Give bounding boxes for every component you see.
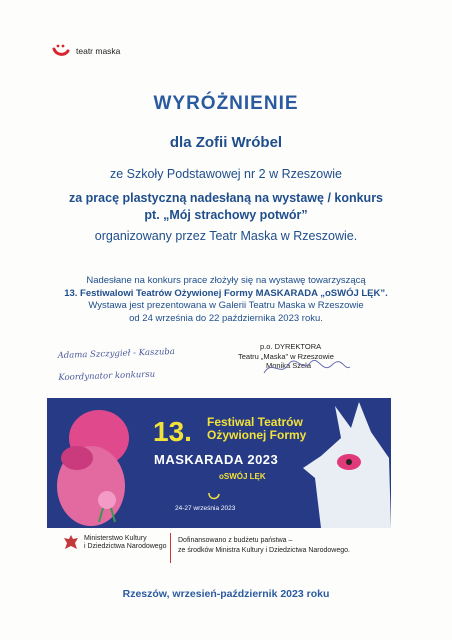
reason-line-1: za pracę plastyczną nadesłaną na wystawę / konkurs xyxy=(68,191,384,205)
festival-title: MASKARADA 2023 xyxy=(154,452,279,467)
festival-dates: 24-27 września 2023 xyxy=(175,505,236,512)
festival-name-line-1: Festiwal Teatrów xyxy=(207,415,303,429)
coordinator-role: Koordynator konkursu xyxy=(58,369,156,384)
funding-note xyxy=(178,536,350,556)
note-line-4: od 24 września do 22 października 2023 roku. xyxy=(129,312,323,324)
ministry-logo xyxy=(63,533,166,553)
teatr-maska-logo xyxy=(50,40,120,62)
director-name: Monika Szela xyxy=(266,361,312,370)
place-and-date: Rzeszów, wrzesień-październik 2023 roku xyxy=(122,588,330,600)
director-signature-scribble xyxy=(262,355,352,381)
festival-banner xyxy=(47,398,391,528)
mask-smile-icon xyxy=(50,40,72,62)
banner-mask-logo-icon xyxy=(207,488,221,500)
logo-text: teatr maska xyxy=(76,46,121,56)
organizer-text: organizowany przez Teatr Maska w Rzeszowie. xyxy=(94,229,358,243)
festival-name-line-2: Ożywionej Formy xyxy=(207,428,307,442)
note-line-3: Wystawa jest prezentowana w Galerii Teatru Maska w Rzeszowie xyxy=(88,300,364,311)
funding-line-2: ze środków Ministra Kultury i Dziedzictwa Narodowego. xyxy=(178,547,350,554)
note-line-1: Nadesłane na konkurs prace złożyły się na wystawę towarzyszącą xyxy=(86,275,366,286)
certificate-title: WYRÓŻNIENIE xyxy=(153,93,299,114)
director-prefix: p.o. DYREKTORA xyxy=(260,342,322,351)
note-line-2: 13. Festiwalowi Teatrów Ożywionej Formy MASKARADA „oSWÓJ LĘK”. xyxy=(64,287,388,299)
award-reason xyxy=(0,190,452,224)
recipient-name: dla Zofii Wróbel xyxy=(169,134,283,151)
coordinator-name: Adama Szczygieł - Kaszuba xyxy=(57,346,176,362)
festival-motto: oSWÓJ LĘK xyxy=(219,472,266,481)
footer-divider xyxy=(170,533,171,563)
ministry-line-2: i Dziedzictwa Narodowego xyxy=(84,543,167,550)
cherub-figure-illustration xyxy=(47,398,147,528)
school-name: ze Szkoły Podstawowej nr 2 w Rzeszowie xyxy=(109,167,343,181)
director-title: Teatru „Maska” w Rzeszowie xyxy=(238,351,334,361)
ministry-name xyxy=(84,535,166,552)
funding-line-1: Dofinansowano z budżetu państwa – xyxy=(178,537,293,544)
exhibition-note xyxy=(0,275,452,325)
festival-edition-number: 13. xyxy=(153,416,192,447)
dog-head-illustration xyxy=(301,398,391,528)
ministry-line-1: Ministerstwo Kultury xyxy=(84,534,147,542)
coordinator-signature xyxy=(57,341,176,389)
eagle-emblem-icon xyxy=(63,533,79,553)
reason-line-2: pt. „Mój strachowy potwór” xyxy=(144,208,308,222)
festival-name xyxy=(207,416,306,442)
